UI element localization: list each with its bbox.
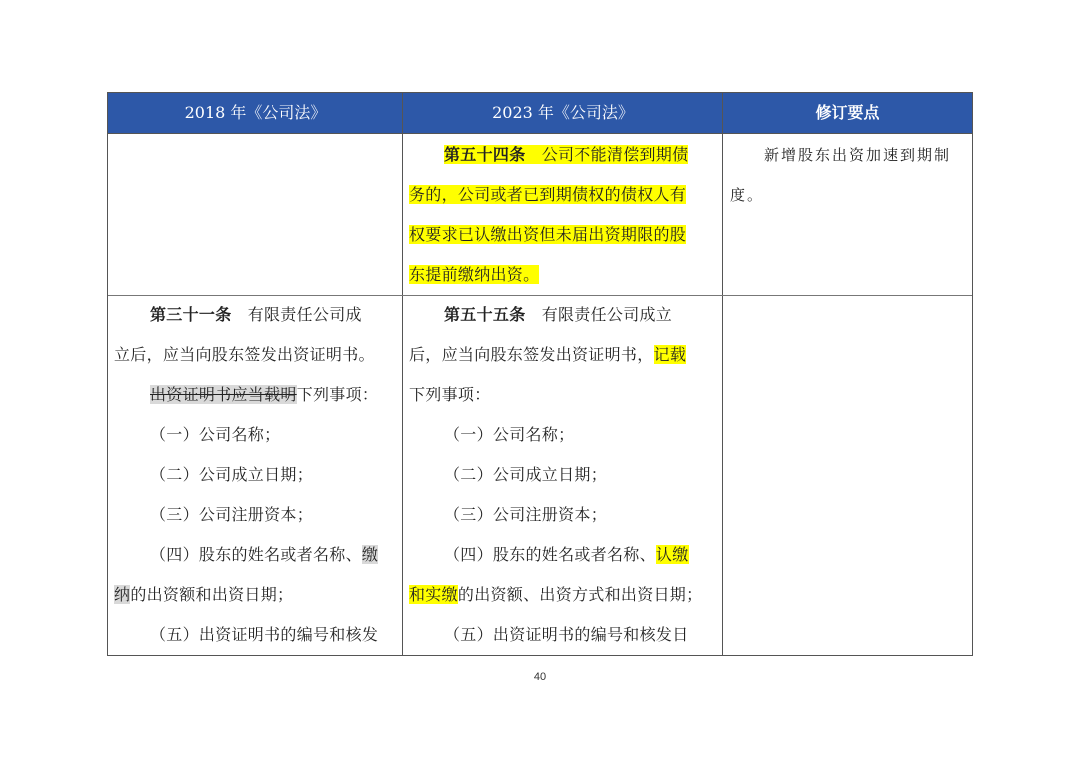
- article-31-text: 有限责任公司成: [247, 305, 362, 324]
- row2-col1-line8: [114, 575, 293, 615]
- added-text: 认缴: [655, 545, 689, 564]
- row1-col2-line3: [409, 215, 686, 255]
- column-divider: [402, 93, 403, 655]
- header-2018-law: 2018 年《公司法》: [184, 103, 327, 122]
- article-54-text: 务的，公司或者已到期债权的债权人有: [409, 185, 687, 204]
- article-54-text: 公司不能清偿到期债: [541, 145, 689, 164]
- row2-col2-line1: [444, 295, 672, 335]
- comparison-table: [107, 92, 973, 656]
- deleted-text: 缴: [361, 545, 379, 564]
- row2-col1-line7: [150, 535, 378, 575]
- article-55-text: （四）股东的姓名或者名称、: [444, 545, 656, 564]
- article-31-text: （四）股东的姓名或者名称、: [150, 545, 362, 564]
- row2-col2-line5: （二）公司成立日期；: [444, 465, 608, 484]
- article-55-text: 的出资额、出资方式和出资日期；: [457, 585, 703, 604]
- struck-text: 出资证明书应当载明: [150, 385, 297, 404]
- revision-note-line1: 新增股东出资加速到期制: [764, 146, 952, 164]
- row2-col1-line2: 立后，应当向股东签发出资证明书。: [114, 345, 375, 364]
- article-55-text: 有限责任公司成立: [541, 305, 673, 324]
- row2-col1-line5: （二）公司成立日期；: [150, 465, 314, 484]
- row2-col1-line1: [150, 295, 362, 335]
- added-text: 记载: [653, 345, 687, 364]
- header-2023-law: 2023 年《公司法》: [492, 103, 634, 122]
- article-55-text: 后，应当向股东签发出资证明书，: [409, 345, 654, 364]
- article-31-text: 下列事项：: [296, 385, 379, 404]
- page-number: 40: [533, 671, 547, 683]
- article-54-text: 权要求已认缴出资但未届出资期限的股: [409, 225, 687, 244]
- row2-col2-line3: 下列事项：: [409, 385, 491, 404]
- row1-col2-line1: [444, 135, 688, 175]
- column-divider: [722, 93, 723, 655]
- row2-col2-line7: [444, 535, 689, 575]
- revision-note-line2: 度。: [730, 186, 765, 204]
- article-31-title: 第三十一条: [150, 305, 232, 324]
- row2-col2-line6: （三）公司注册资本；: [444, 505, 608, 524]
- row2-col2-line2: [409, 335, 686, 375]
- article-55-title: 第五十五条: [444, 305, 526, 324]
- row1-col2-line4: [409, 255, 539, 295]
- article-54-title: 第五十四条: [444, 145, 526, 164]
- article-31-text: 的出资额和出资日期；: [130, 585, 294, 604]
- row2-col1-line4: （一）公司名称；: [150, 425, 281, 444]
- row2-col1-line6: （三）公司注册资本；: [150, 505, 314, 524]
- table-header-row: [108, 93, 972, 134]
- article-54-text: 东提前缴纳出资。: [409, 265, 540, 284]
- row2-col2-line9: （五）出资证明书的编号和核发日: [444, 625, 689, 644]
- row2-col1-line3: [150, 375, 378, 415]
- added-text: 和实缴: [409, 585, 458, 604]
- row1-col2-line2: [409, 175, 686, 215]
- deleted-text: 纳: [114, 585, 131, 604]
- row2-col2-line4: （一）公司名称；: [444, 425, 575, 444]
- row2-col1-line9: （五）出资证明书的编号和核发: [150, 625, 379, 644]
- row2-col2-line8: [409, 575, 702, 615]
- header-revision-points: 修订要点: [815, 103, 880, 122]
